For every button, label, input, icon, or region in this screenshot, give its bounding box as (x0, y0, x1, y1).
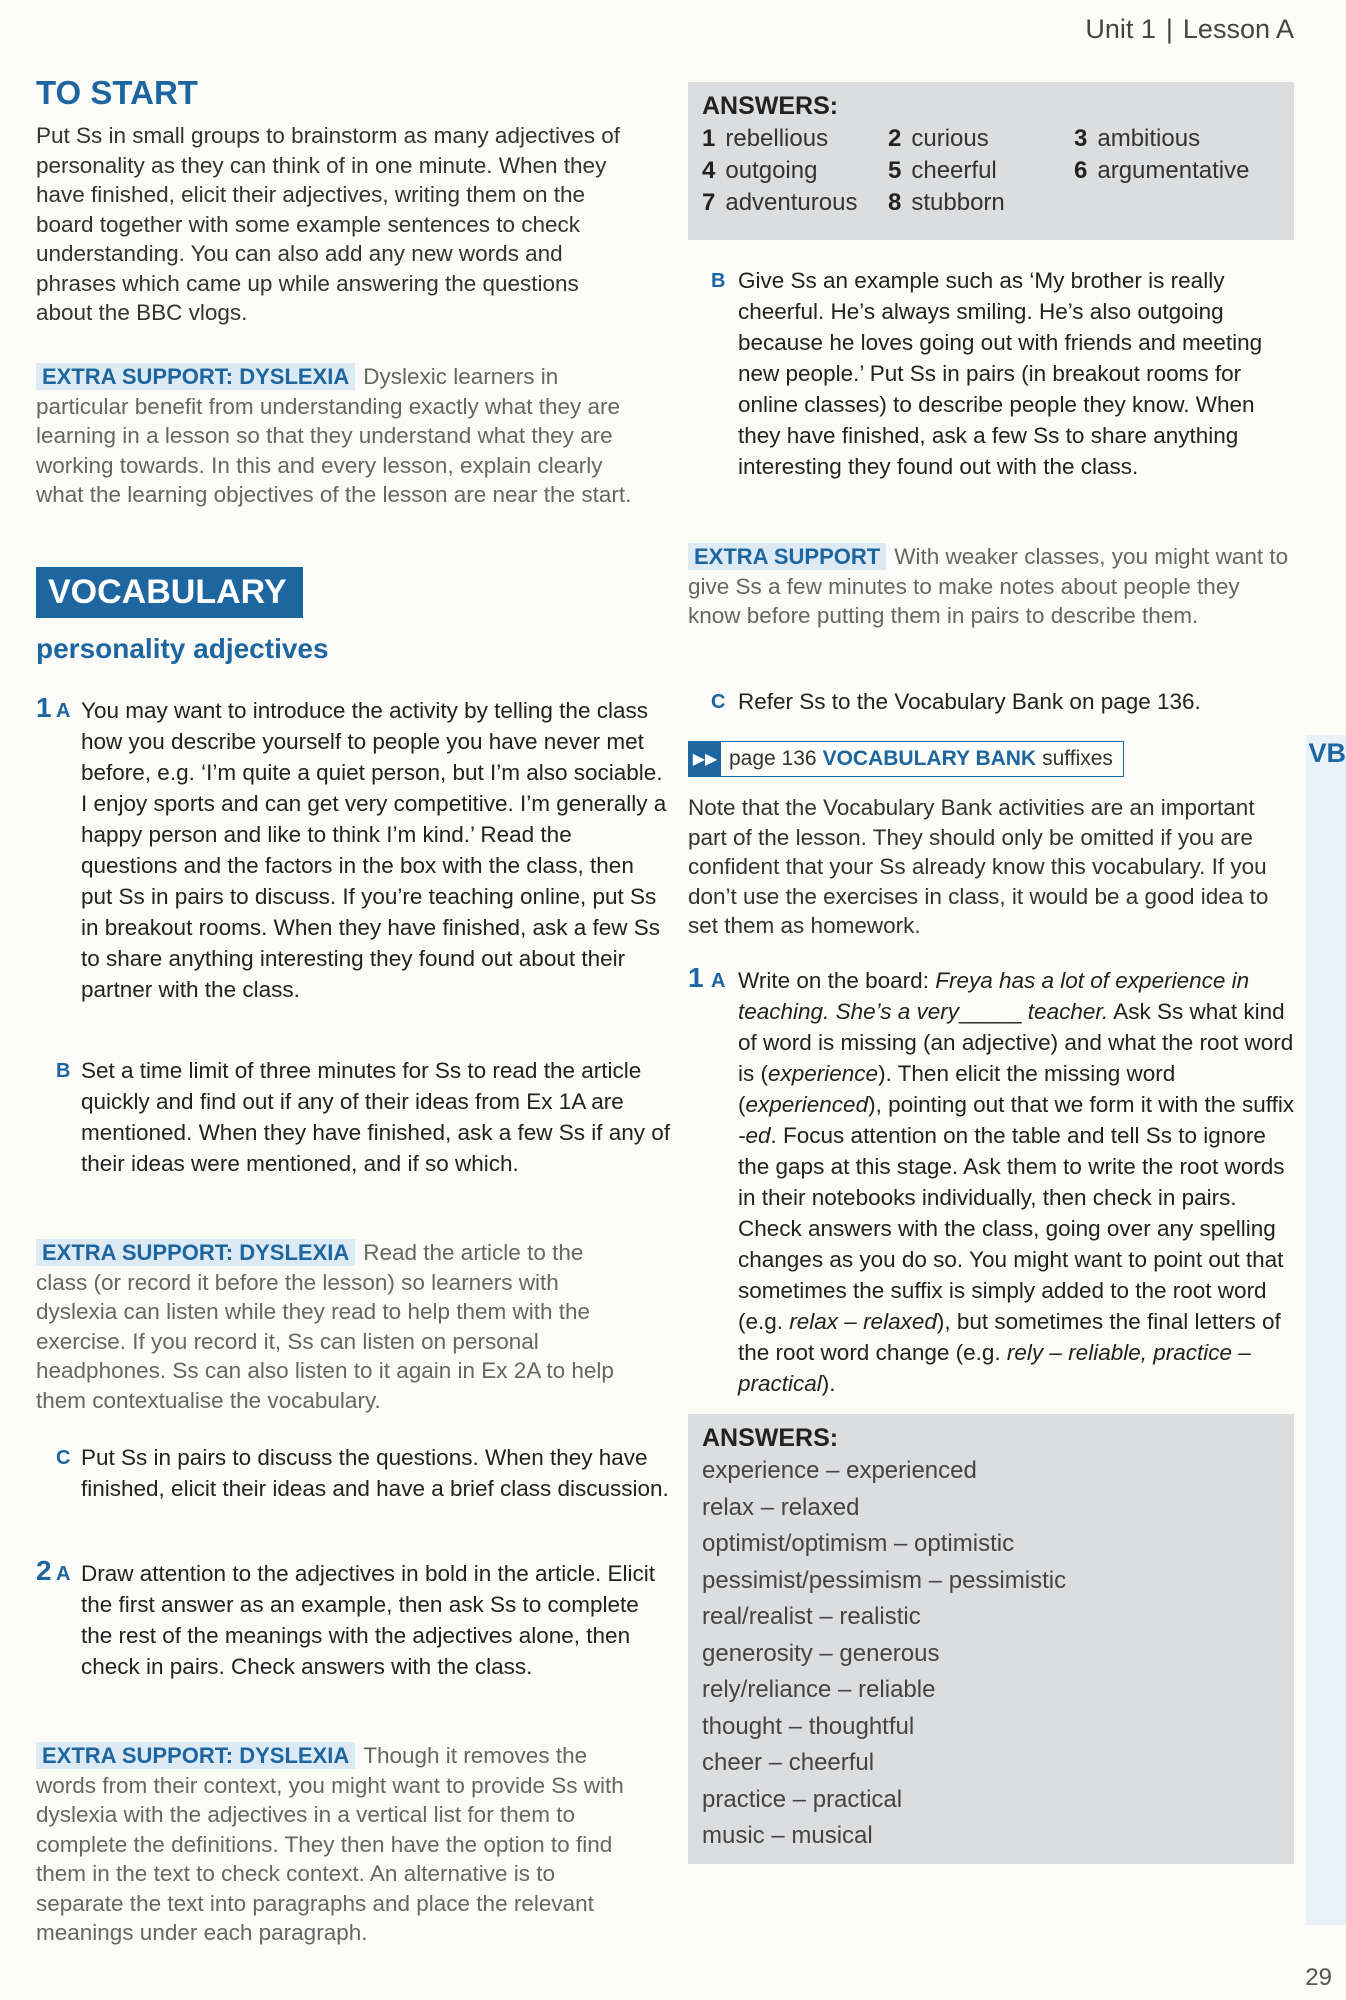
answer-item: 8 stubborn (888, 189, 1005, 216)
vb-exercise-number-1: 1 (688, 962, 704, 993)
vocabulary-bank-note: Note that the Vocabulary Bank activities are an important part of the lesson. They should only be omitted if you are confident that your Ss already know this vocabulary. If you don’t use the exercises in class, it would be a good idea to set them as homework. (688, 795, 1269, 938)
answer-item: 2 curious (888, 125, 989, 152)
vocabulary-heading: VOCABULARY (36, 567, 303, 618)
vb-topic: suffixes (1042, 747, 1113, 770)
exercise-b-text: Give Ss an example such as ‘My brother is really cheerful. He’s always smiling. He’s also outgoing because he loves going out with friends and meeting new people.’ Put Ss in pairs (in breakout rooms for online classes) to describe people they know. When they have finished, ask a few Ss to share anything interesting they found out with the class. (738, 268, 1263, 479)
answers-title: ANSWERS: (702, 92, 839, 120)
answer-item: 1 rebellious (702, 125, 829, 152)
extra-support-text: With weaker classes, you might want to give Ss a few minutes to make notes about people they know before putting them in pairs to describe them. (688, 544, 1289, 628)
page-header (1085, 14, 1294, 45)
exercise-letter-b: B (711, 270, 726, 292)
vb-bank: VOCABULARY BANK (822, 747, 1037, 770)
unit-label: Unit 1 (1085, 14, 1156, 44)
answer-item: cheer – cheerful (702, 1749, 875, 1776)
answer-item: 6 argumentative (1074, 157, 1250, 184)
exercise-letter-2a: A (56, 1563, 71, 1585)
fast-forward-icon: ▶▶ (689, 742, 721, 776)
answer-item: 5 cheerful (888, 157, 997, 184)
answer-item: pessimist/pessimism – pessimistic (702, 1566, 1067, 1594)
answers-box-1 (688, 82, 1294, 240)
extra-support-text: Dyslexic learners in particular benefit from understanding exactly what they are learning in a lesson so that they understand what they are working towards. In this and every lesson, explain clearly what the learning objectives of the lesson are near the start. (36, 364, 632, 507)
extra-support-dyslexia-2 (36, 1238, 636, 1415)
extra-support-label: EXTRA SUPPORT: DYSLEXIA (36, 1239, 355, 1266)
page-number: 29 (1305, 1964, 1332, 1991)
extra-support-dyslexia-3 (36, 1741, 636, 1948)
exercise-letter-c: C (711, 691, 726, 713)
answer-item: experience – experienced (702, 1457, 977, 1484)
exercise-1a-text: You may want to introduce the activity by telling the class how you describe yourself to people you have never met before, e.g. ‘I’m quite a quiet person, but I’m also sociable. I enjoy sports and can get very competitive. I’m generally a happy person and like to think I’m kind.’ Read the questions and the factors in the box with the class, then put Ss in pairs to discuss. If you’re teaching online, put Ss in breakout rooms. When they have finished, ask a few Ss to share anything interesting they found out about their partner with the class. (81, 698, 667, 1002)
exercise-c-text: Refer Ss to the Vocabulary Bank on page 136. (738, 689, 1201, 714)
exercise-2a-text: Draw attention to the adjectives in bold in the article. Elicit the first answer as an example, then ask Ss to complete the rest of the meanings with the adjectives alone, then check in pairs. Check answers with the class. (81, 1561, 656, 1679)
answer-item: thought – thoughtful (702, 1712, 915, 1740)
exercise-number-2: 2 (36, 1555, 52, 1586)
answers-list (702, 1453, 1280, 1855)
header-separator: | (1165, 14, 1173, 44)
answer-item: 3 ambitious (1074, 125, 1201, 152)
answer-item: practice – practical (702, 1785, 903, 1813)
extra-support-label: EXTRA SUPPORT: DYSLEXIA (36, 1742, 355, 1769)
vb-exercise-letter-1a: A (711, 970, 726, 992)
vb-exercise-1a-text: Write on the board: Freya has a lot of experience in teaching. She’s a very_____ teacher. Ask Ss what kind of word is missing (an adjective) and what the root word is (experience). Then elicit the missing word (experienced), pointing out that we form it with the suffix -ed. Focus attention on the table and tell Ss to ignore the gaps at this stage. Ask them to write the root words in their notebooks individually, then check in pairs. Check answers with the class, going over any spelling changes as you do so. You might want to point out that sometimes the suffix is simply added to the root word (e.g. relax – relaxed), but sometimes the final letters of the root word change (e.g. rely – reliable, practice – practical). (738, 968, 1295, 1396)
extra-support-label: EXTRA SUPPORT: DYSLEXIA (36, 363, 355, 390)
extra-support-text: Though it removes the words from their context, you might want to provide Ss with dyslexia with the adjectives in a vertical list for them to complete the definitions. They then have the option to find them in the text to check context. An alternative is to separate the text into paragraphs and place the relevant meanings under each paragraph. (36, 1743, 624, 1945)
exercise-number-1: 1 (36, 692, 52, 723)
side-strip (1306, 735, 1346, 1925)
side-tab: VB (1308, 738, 1346, 768)
extra-support-label: EXTRA SUPPORT (688, 543, 886, 570)
exercise-letter-1c: C (56, 1447, 71, 1469)
exercise-1c-text: Put Ss in pairs to discuss the questions. When they have finished, elicit their ideas and have a brief class discussion. (81, 1445, 669, 1501)
answer-item: generosity – generous (702, 1639, 940, 1667)
exercise-letter-1a: A (56, 700, 71, 722)
to-start-heading: TO START (36, 74, 198, 111)
to-start-text: Put Ss in small groups to brainstorm as many adjectives of personality as they can think of in one minute. When they have finished, elicit their adjectives, writing them on the board together with some example sentences to check understanding. You can also add any new words and phrases which came up while answering the questions about the BBC vlogs. (36, 123, 621, 325)
exercise-1b-text: Set a time limit of three minutes for Ss to read the article quickly and find out if any of their ideas from Ex 1A are mentioned. When they have finished, ask a few Ss if any of their ideas were mentioned, and if so which. (81, 1058, 671, 1176)
answer-item: music – musical (702, 1822, 873, 1849)
extra-support-text: Read the article to the class (or record it before the lesson) so learners with dyslexia can listen while they read to help them with the exercise. If you record it, Ss can listen on personal headphones. Ss can also listen to it again in Ex 2A to help them contextualise the vocabulary. (36, 1240, 614, 1413)
answer-item: optimist/optimism – optimistic (702, 1530, 1015, 1557)
vocabulary-subheading: personality adjectives (36, 633, 329, 664)
vocabulary-bank-link[interactable] (688, 741, 1124, 777)
vb-page: page 136 (729, 747, 817, 770)
extra-support-dyslexia-1 (36, 362, 636, 510)
answer-item: real/realist – realistic (702, 1603, 921, 1630)
answers-grid (702, 125, 1280, 217)
answer-item: 7 adventurous (702, 189, 858, 216)
extra-support-2 (688, 542, 1296, 631)
answer-item: rely/reliance – reliable (702, 1676, 936, 1703)
lesson-label: Lesson A (1182, 14, 1294, 44)
answers-title: ANSWERS: (702, 1424, 839, 1452)
exercise-letter-1b: B (56, 1060, 71, 1082)
answer-item: 4 outgoing (702, 157, 818, 184)
answer-item: relax – relaxed (702, 1493, 860, 1521)
answers-box-2 (688, 1414, 1294, 1864)
